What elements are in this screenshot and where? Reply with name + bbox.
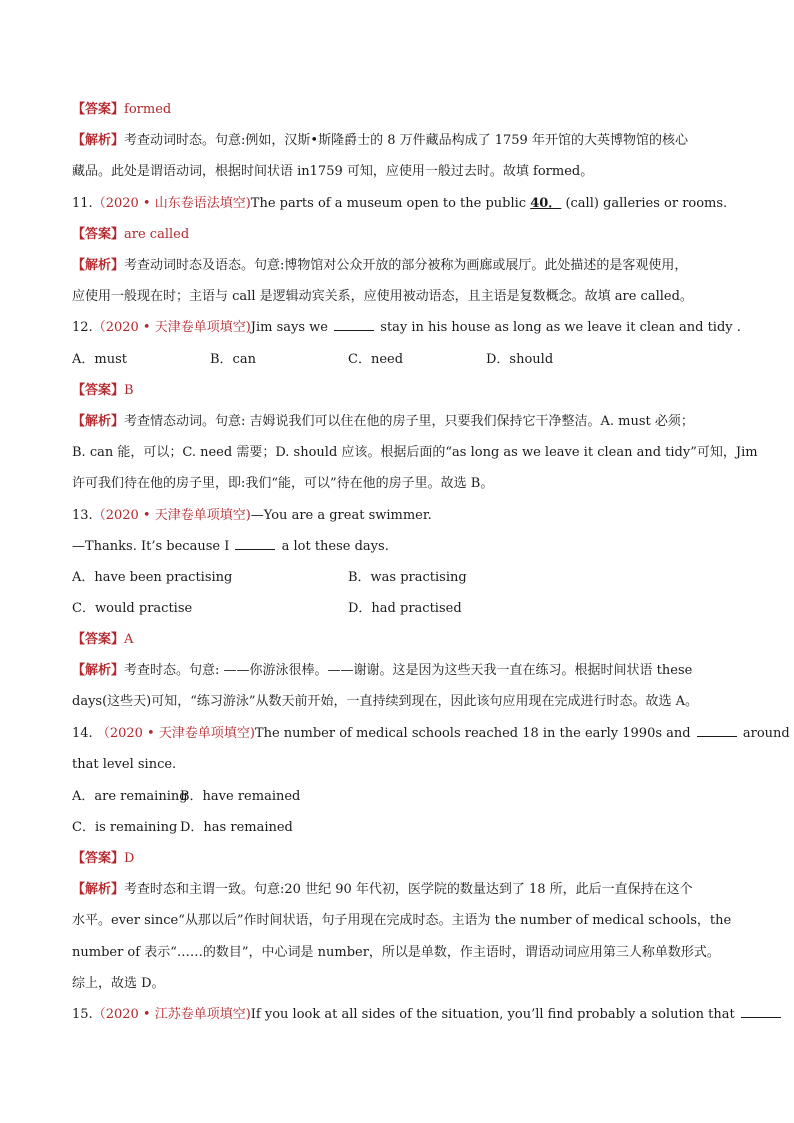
answer-label: 【答案】 bbox=[72, 851, 125, 866]
analysis-cont-text: 藏品。此处是谓语动词，根据时间状语 in1759 可知，应使用一般过去时。故填 formed。 bbox=[72, 164, 594, 179]
answer-line bbox=[72, 630, 722, 650]
option-a: A．have been practising bbox=[72, 570, 233, 585]
answer-text: B bbox=[124, 383, 134, 398]
analysis-line bbox=[72, 256, 722, 276]
answer-label: 【答案】 bbox=[72, 632, 125, 647]
answer-blank bbox=[697, 724, 737, 737]
analysis-line bbox=[72, 880, 722, 900]
analysis-label: 【解析】 bbox=[72, 663, 125, 678]
answer-text: D bbox=[124, 851, 135, 866]
question-11 bbox=[72, 194, 728, 214]
answer-blank bbox=[334, 318, 374, 331]
option-d: D．has remained bbox=[180, 820, 293, 835]
analysis-cont-line bbox=[72, 943, 722, 963]
question-stem: that level since. bbox=[72, 757, 177, 772]
question-stem: —You are a great swimmer. bbox=[250, 508, 432, 523]
answer-text: are called bbox=[124, 227, 190, 242]
analysis-text: 考查时态和主谓一致。句意:20 世纪 90 年代初，医学院的数量达到了 18 所，此后一直保持在这个 bbox=[124, 882, 693, 897]
analysis-line bbox=[72, 131, 722, 151]
option-a: A．must bbox=[72, 352, 127, 367]
analysis-label: 【解析】 bbox=[72, 258, 125, 273]
analysis-label: 【解析】 bbox=[72, 882, 125, 897]
answer-blank bbox=[741, 1005, 781, 1018]
analysis-cont-line bbox=[72, 162, 722, 182]
analysis-label: 【解析】 bbox=[72, 133, 125, 148]
question-stem-end: stay in his house as long as we leave it clean and tidy . bbox=[376, 320, 741, 335]
question-14-cont bbox=[72, 755, 722, 775]
answer-line bbox=[72, 381, 722, 401]
question-source: （2020 • 天津卷单项填空) bbox=[92, 726, 255, 741]
analysis-cont-text: B. can 能，可以；C. need 需要；D. should 应该。根据后面的“as long as we leave it clean and tidy”可知，Jim bbox=[72, 445, 758, 460]
answer-label: 【答案】 bbox=[72, 102, 125, 117]
answer-label: 【答案】 bbox=[72, 383, 125, 398]
analysis-label: 【解析】 bbox=[72, 414, 125, 429]
analysis-cont-line bbox=[72, 474, 722, 494]
analysis-cont-line bbox=[72, 443, 758, 463]
question-number: 14. bbox=[72, 726, 93, 741]
question-13 bbox=[72, 506, 722, 526]
question-source: （2020 • 江苏卷单项填空) bbox=[92, 1007, 251, 1022]
question-number: 11. bbox=[72, 196, 93, 211]
question-stem: If you look at all sides of the situation, you’ll find probably a solution that bbox=[250, 1007, 739, 1022]
analysis-text: 考查情态动词。句意: 吉姆说我们可以住在他的房子里，只要我们保持它干净整洁。A. must 必须； bbox=[124, 414, 694, 429]
question-stem: —Thanks. It’s because I bbox=[72, 539, 234, 554]
option-d: D．should bbox=[486, 352, 554, 367]
question-source: （2020 • 山东卷语法填空) bbox=[92, 196, 251, 211]
question-source: （2020 • 天津卷单项填空) bbox=[92, 508, 251, 523]
answer-text: formed bbox=[124, 102, 172, 117]
blank-number: 40． bbox=[530, 196, 562, 211]
question-15 bbox=[72, 1005, 739, 1025]
question-number: 13. bbox=[72, 508, 93, 523]
analysis-line bbox=[72, 412, 722, 432]
answer-line bbox=[72, 100, 722, 120]
question-number: 12. bbox=[72, 320, 93, 335]
analysis-cont-text: 水平。ever since“从那以后”作时间状语，句子用现在完成时态。主语为 the number of medical schools，the bbox=[72, 913, 732, 928]
option-a: A．are remaining bbox=[72, 789, 188, 804]
analysis-text: 考查动词时态及语态。句意:博物馆对公众开放的部分被称为画廊或展厅。此处描述的是客观使用， bbox=[124, 258, 688, 273]
question-13-reply bbox=[72, 537, 722, 557]
question-number: 15. bbox=[72, 1007, 93, 1022]
question-stem: Jim says we bbox=[250, 320, 333, 335]
analysis-cont-line bbox=[72, 974, 722, 994]
option-d: D．had practised bbox=[348, 601, 462, 616]
analysis-cont-text: number of 表示“……的数目”，中心词是 number，所以是单数，作主语时，谓语动词应用第三人称单数形式。 bbox=[72, 945, 720, 960]
answer-blank bbox=[235, 537, 275, 550]
question-14 bbox=[72, 724, 790, 744]
option-b: B．have remained bbox=[180, 789, 301, 804]
option-c: C．would practise bbox=[72, 601, 193, 616]
option-c: C．need bbox=[348, 352, 404, 367]
analysis-cont-text: 应使用一般现在时；主语与 call 是逻辑动宾关系，应使用被动语态，且主语是复数概念。故填 are called。 bbox=[72, 289, 693, 304]
answer-label: 【答案】 bbox=[72, 227, 125, 242]
analysis-text: 考查动词时态。句意:例如，汉斯•斯隆爵士的 8 万件藏品构成了 1759 年开馆的大英博物馆的核心 bbox=[124, 133, 688, 148]
option-c: C．is remaining bbox=[72, 820, 178, 835]
analysis-cont-line bbox=[72, 911, 732, 931]
question-stem-end: around bbox=[738, 726, 790, 741]
analysis-cont-line bbox=[72, 692, 722, 712]
analysis-line bbox=[72, 661, 722, 681]
question-stem-end: (call) galleries or rooms. bbox=[561, 196, 728, 211]
answer-line bbox=[72, 849, 722, 869]
analysis-cont-line bbox=[72, 287, 722, 307]
analysis-cont-text: 综上，故选 D。 bbox=[72, 976, 165, 991]
analysis-cont-text: 许可我们待在他的房子里，即:我们“能，可以”待在他的房子里。故选 B。 bbox=[72, 476, 494, 491]
question-12 bbox=[72, 318, 741, 338]
question-stem-end: a lot these days. bbox=[277, 539, 389, 554]
analysis-text: 考查时态。句意: ——你游泳很棒。——谢谢。这是因为这些天我一直在练习。根据时间状语 these bbox=[124, 663, 693, 678]
question-source: （2020 • 天津卷单项填空) bbox=[92, 320, 251, 335]
option-b: B．can bbox=[210, 352, 256, 367]
question-stem: The number of medical schools reached 18 in the early 1990s and bbox=[254, 726, 695, 741]
option-b: B．was practising bbox=[348, 570, 467, 585]
answer-text: A bbox=[124, 632, 134, 647]
analysis-cont-text: days(这些天)可知，“练习游泳”从数天前开始，一直持续到现在，因此该句应用现在完成进行时态。故选 A。 bbox=[72, 694, 699, 709]
question-stem: The parts of a museum open to the public bbox=[250, 196, 531, 211]
answer-line bbox=[72, 225, 722, 245]
